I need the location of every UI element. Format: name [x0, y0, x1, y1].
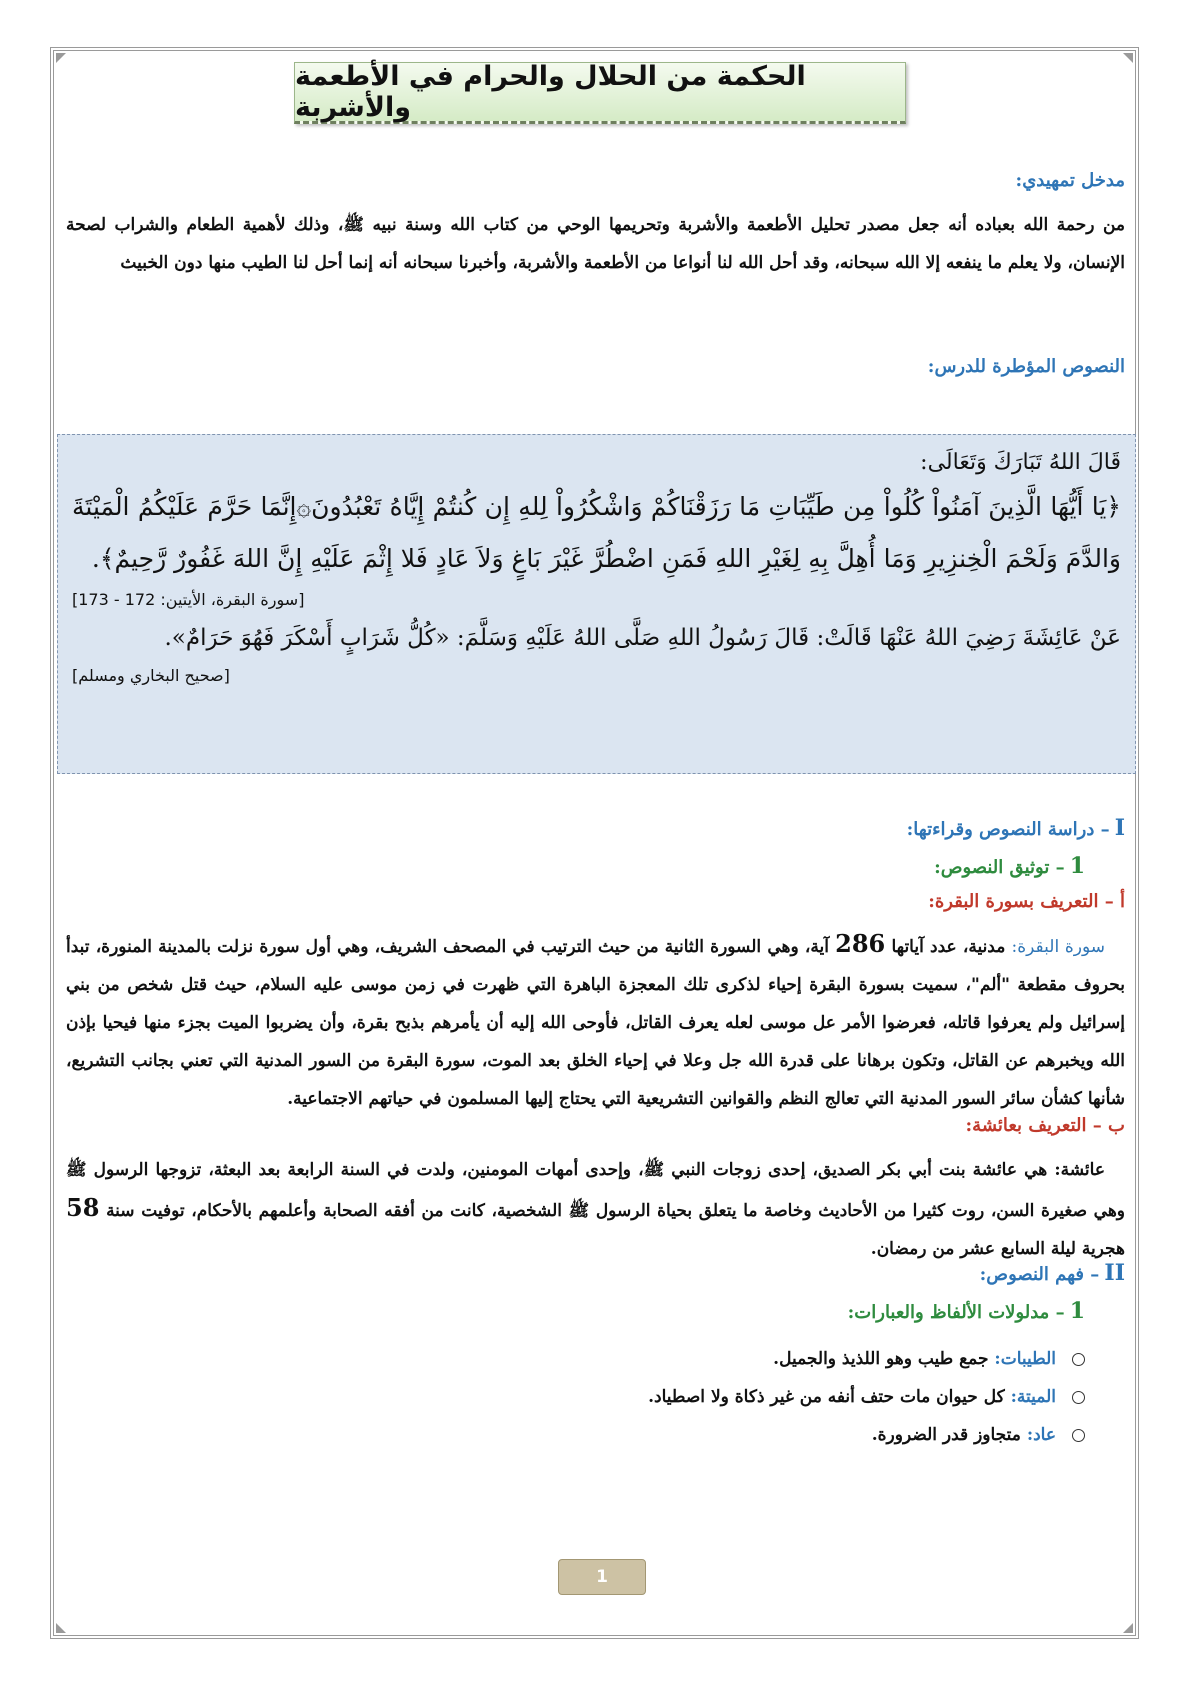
baqara-heading: أ – التعريف بسورة البقرة:: [928, 891, 1125, 912]
circle-bullet-icon: [1072, 1429, 1085, 1442]
verse-intro: قَالَ اللهُ تَبَارَكَ وَتَعَالَى:: [920, 450, 1121, 475]
texts-heading: النصوص المؤطرة للدرس:: [927, 356, 1125, 377]
baqara-paragraph: سورة البقرة: مدنية، عدد آياتها 286 آية، وهي السورة الثانية من حيث الترتيب في المصحف الشريف، وهي أول سورة نزلت بالمدينة المنورة، تبدأ بحروف مقطعة "ألم"، سميت بسورة البقرة إحياء لذكرى تلك المعجزة الباهرة التي ظهرت في زمن موسى عليه السلام، حيث قتل شخص من بني إسرائيل ولم يعرفوا قاتله، فعرضوا الأمر عل موسى لعله يعرف القاتل، فأوحى الله إليه أن يأمرهم بذبح بقرة، وأن يضربوا الميت بجزء منها فيحيا بإذن الله ويخبرهم عن القاتل، وتكون برهانا على قدرة الله جل وعلا في إحياء الخلق بعد الموت، سورة البقرة من السور المدنية التي تعني بجانب التشريع، شأنها كشأن سائر السور المدنية التي تعالج النظم والقوانين التشريعية التي يحتاج إليها المسلمون في حياتهم الاجتماعية.: [66, 929, 1125, 1109]
aisha-paragraph: عائشة: هي عائشة بنت أبي بكر الصديق، إحدى زوجات النبي ﷺ، وإحدى أمهات المومنين، ولدت في السنة الرابعة بعد البعثة، تزوجها الرسول ﷺ وهي صغيرة السن، روت كثيرا من الأحاديث وخاصة ما يتعلق بحياة الرسول ﷺ الشخصية، كانت من أفقه الصحابة وأعلمهم بالأحكام، توفيت سنة 58 هجرية ليلة السابع عشر من رمضان.: [66, 1160, 1125, 1259]
hadith-source: [صحيح البخاري ومسلم]: [72, 666, 230, 685]
section-1-heading: I – دراسة النصوص وقراءتها:: [906, 815, 1125, 841]
intro-heading: مدخل تمهيدي:: [1015, 170, 1125, 191]
circle-bullet-icon: [1072, 1391, 1085, 1404]
corner-ornament: [56, 1623, 66, 1633]
section-1-sub-heading: 1 – توثيق النصوص:: [934, 853, 1085, 879]
hadith-text: عَنْ عَائِشَةَ رَضِيَ اللهُ عَنْهَا قَالَتْ: قَالَ رَسُولُ اللهِ صَلَّى اللهُ عَلَيْهِ وَسَلَّمَ: «كُلُّ شَرَابٍ أَسْكَرَ فَهُوَ حَرَامٌ».: [164, 625, 1121, 651]
glossary-list: [66, 1340, 1085, 1454]
corner-ornament: [1123, 1623, 1133, 1633]
page-number: 1: [558, 1559, 646, 1595]
list-item: عاد: متجاوز قدر الضرورة.: [66, 1416, 1085, 1454]
section-2-heading: II – فهم النصوص:: [979, 1260, 1125, 1286]
circle-bullet-icon: [1072, 1353, 1085, 1366]
intro-paragraph: من رحمة الله بعباده أنه جعل مصدر تحليل الأطعمة والأشربة وتحريمها الوحي من كتاب الله وسنة نبيه ﷺ، وذلك لأهمية الطعام والشراب لصحة الإنسان، ولا يعلم ما ينفعه إلا الله سبحانه، وقد أحل الله لنا أنواعا من الأطعمة والأشربة، وأخبرنا سبحانه أنه إنما أحل لنا الطيب منها دون الخبيث: [66, 215, 1125, 273]
page-title: الحكمة من الحلال والحرام في الأطعمة والأشربة: [295, 61, 806, 123]
list-item: الميتة: كل حيوان مات حتف أنفه من غير ذكاة ولا اصطياد.: [66, 1378, 1085, 1416]
section-2-sub-heading: 1 – مدلولات الألفاظ والعبارات:: [847, 1298, 1085, 1324]
title-banner: [294, 62, 906, 124]
framed-texts-box: [57, 434, 1136, 774]
quran-verse: ﴿يَا أَيُّهَا الَّذِينَ آمَنُواْ كُلُواْ مِن طَيِّبَاتِ مَا رَزَقْنَاكُمْ وَاشْكُرُواْ لِلهِ إِن كُنتُمْ إِيَّاهُ تَعْبُدُونَ۞إِنَّمَا حَرَّمَ عَلَيْكُمُ الْمَيْتَةَ وَالدَّمَ وَلَحْمَ الْخِنزِيرِ وَمَا أُهِلَّ بِهِ لِغَيْرِ اللهِ فَمَنِ اضْطُرَّ غَيْرَ بَاغٍ وَلاَ عَادٍ فَلا إِثْمَ عَلَيْهِ إِنَّ اللهَ غَفُورٌ رَّحِيمٌ﴾.: [72, 492, 1121, 573]
corner-ornament: [1123, 53, 1133, 63]
aisha-heading: ب – التعريف بعائشة:: [965, 1115, 1125, 1136]
list-item: الطيبات: جمع طيب وهو اللذيذ والجميل.: [66, 1340, 1085, 1378]
verse-source: [سورة البقرة، الأيتين: 172 - 173]: [72, 590, 305, 609]
corner-ornament: [56, 53, 66, 63]
